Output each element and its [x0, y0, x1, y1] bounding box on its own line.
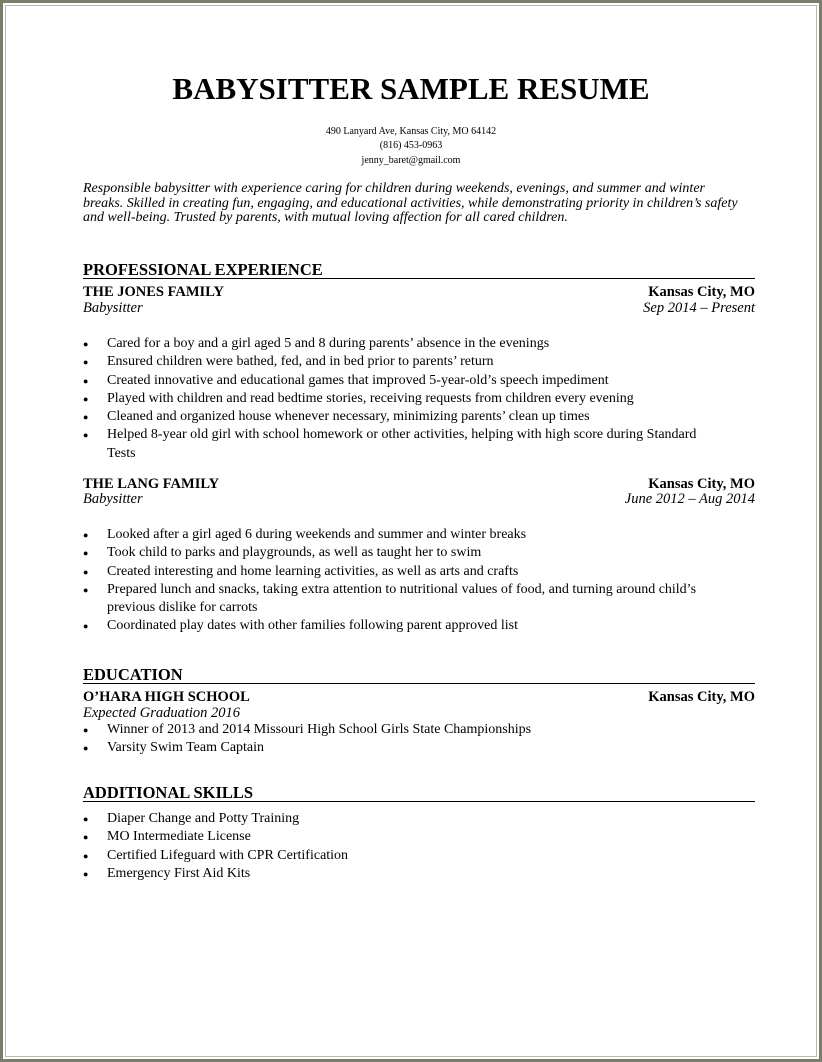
list-item: ● Prepared lunch and snacks, taking extra attention to nutritional values of food, and turning around child’s previous dislike for carrots: [83, 581, 723, 618]
job-1-sub: [83, 300, 755, 317]
role: Babysitter: [83, 300, 143, 316]
dates: Sep 2014 – Present: [643, 300, 755, 316]
resume-title: BABYSITTER SAMPLE RESUME: [172, 71, 650, 106]
list-item: ● Coordinated play dates with other families following parent approved list: [83, 617, 723, 635]
education-heading: EDUCATION: [83, 666, 755, 684]
list-item: ● Played with children and read bedtime stories, receiving requests from children every evening: [83, 390, 723, 408]
list-item: ● Created interesting and home learning activities, as well as arts and crafts: [83, 563, 723, 581]
list-item: ● MO Intermediate License: [83, 828, 723, 846]
location: Kansas City, MO: [648, 476, 755, 492]
location: Kansas City, MO: [648, 284, 755, 300]
location: Kansas City, MO: [648, 689, 755, 705]
list-item: ● Certified Lifeguard with CPR Certification: [83, 847, 723, 865]
phone: (816) 453-0963: [379, 140, 443, 151]
list-item: ● Cleaned and organized house whenever necessary, minimizing parents’ clean up times: [83, 408, 723, 426]
graduation-text: Expected Graduation 2016: [83, 705, 241, 721]
summary: Responsible babysitter with experience caring for children during weekends, evenings, and summer and winter breaks. Skilled in creating fun, engaging, and educational activities, while demonstrating priority in children’s safety and well-being. Trusted by parents, with mutual loving affection for all cared children.: [83, 181, 738, 225]
list-item: ● Created innovative and educational games that improved 5-year-old’s speech impediment: [83, 372, 723, 390]
list-item: ● Winner of 2013 and 2014 Missouri High School Girls State Championships: [83, 721, 723, 739]
employer: THE JONES FAMILY: [83, 284, 224, 300]
list-item: ● Cared for a boy and a girl aged 5 and 8 during parents’ absence in the evenings: [83, 335, 723, 353]
education-header: [83, 689, 755, 706]
list-item: ● Emergency First Aid Kits: [83, 865, 723, 883]
role: Babysitter: [83, 491, 143, 507]
list-item: ● Helped 8-year old girl with school homework or other activities, helping with high score during Standard Tests: [83, 426, 723, 463]
list-item: ● Took child to parks and playgrounds, as well as taught her to swim: [83, 544, 723, 562]
dates: June 2012 – Aug 2014: [624, 491, 755, 507]
skills-bullets: [83, 810, 723, 883]
experience-heading: PROFESSIONAL EXPERIENCE: [83, 261, 755, 279]
school: O’HARA HIGH SCHOOL: [83, 689, 250, 705]
address: 490 Lanyard Ave, Kansas City, MO 64142: [325, 126, 497, 137]
job-2-bullets: [83, 526, 723, 636]
job-1-header: [83, 284, 755, 301]
education-bullets: [83, 721, 723, 758]
list-item: ● Varsity Swim Team Captain: [83, 739, 723, 757]
list-item: ● Ensured children were bathed, fed, and in bed prior to parents’ return: [83, 353, 723, 371]
employer: THE LANG FAMILY: [83, 476, 220, 492]
job-2-sub: [83, 491, 755, 508]
graduation: [83, 705, 755, 722]
email: jenny_baret@gmail.com: [361, 155, 461, 166]
job-1-bullets: [83, 335, 723, 463]
list-item: ● Looked after a girl aged 6 during weekends and summer and winter breaks: [83, 526, 723, 544]
list-item: ● Diaper Change and Potty Training: [83, 810, 723, 828]
skills-heading: ADDITIONAL SKILLS: [83, 784, 755, 802]
